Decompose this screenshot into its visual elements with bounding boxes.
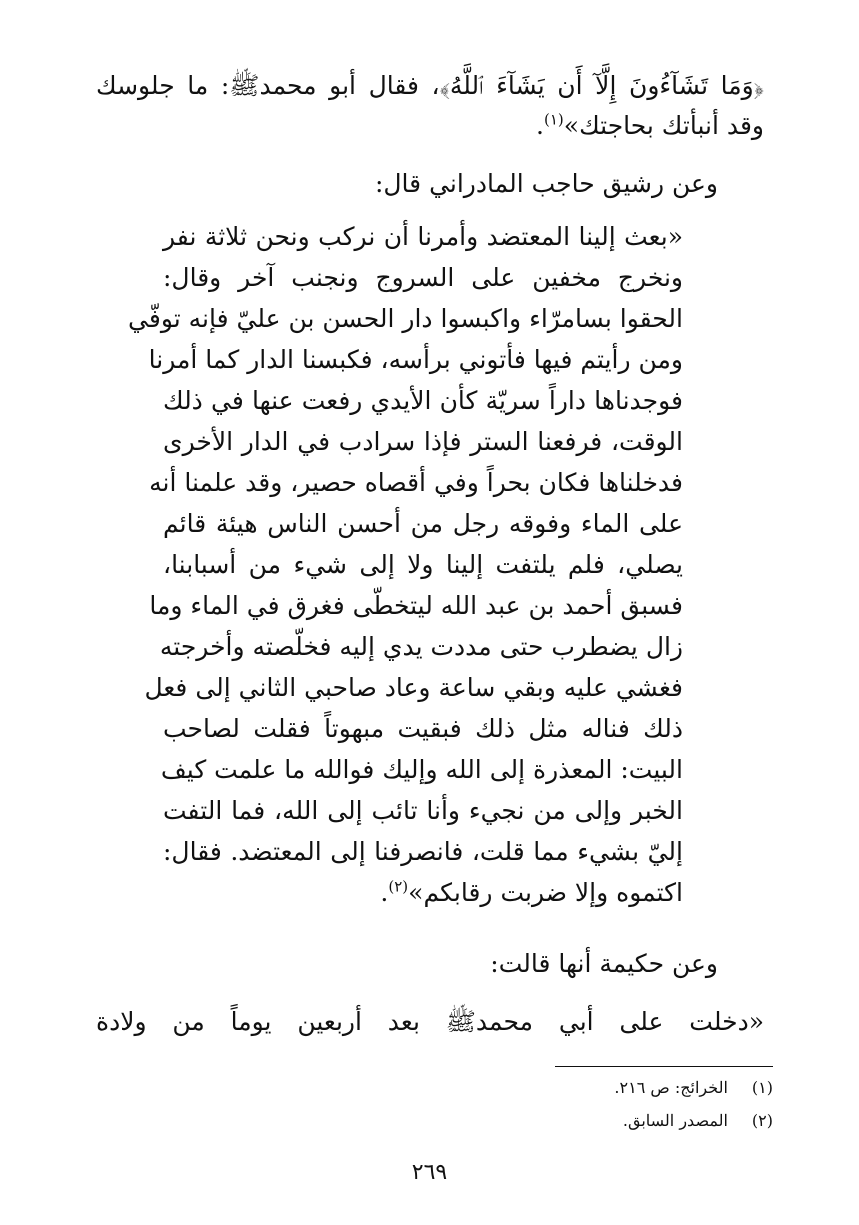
hakima-quote-line: «دخلت على أبي محمدﷺ بعد أربعين يوماً من ولادة bbox=[96, 1007, 764, 1036]
page-number: ٢٦٩ bbox=[411, 1160, 448, 1185]
quote-line: «بعث إلينا المعتضد وأمرنا أن نركب ونحن ثلاثة نفر bbox=[163, 222, 683, 251]
footnote-2-text: المصدر السابق. bbox=[622, 1111, 728, 1130]
hakima-intro: وعن حكيمة أنها قالت: bbox=[490, 949, 718, 978]
quote-line: زال يضطرب حتى مددت يدي إليه فخلّصته وأخرجته bbox=[159, 632, 683, 661]
quote-line: إليّ بشيء مما قلت، فانصرفنا إلى المعتضد. فقال: bbox=[163, 837, 683, 866]
quote-last-line bbox=[163, 873, 683, 913]
quote-line: الحقوا بسامرّاء واكبسوا دار الحسن بن عليّ فإنه توفّي bbox=[128, 304, 683, 333]
quote-line: الخبر وإلى من نجيء وأنا تائب إلى الله، فما التفت bbox=[163, 796, 683, 825]
quote-line: الوقت، فرفعنا الستر فإذا سرادب في الدار الأخرى bbox=[163, 427, 683, 456]
footnote-2 bbox=[623, 1109, 773, 1133]
body-line-2-text: وقد أنبأتك بحاجتك» bbox=[563, 111, 764, 140]
quote-line: على الماء وفوقه رجل من أحسن الناس هيئة قائم bbox=[163, 509, 683, 538]
quote-line: فسبق أحمد بن عبد الله ليتخطّى فغرق في الماء وما bbox=[149, 591, 683, 620]
quote-line: البيت: المعذرة إلى الله وإليك فوالله ما علمت كيف bbox=[160, 755, 683, 784]
quote-line: فغشي عليه وبقي ساعة وعاد صاحبي الثاني إلى فعل bbox=[144, 673, 683, 702]
quote-line: فدخلناها فكان بحراً وفي أقصاه حصير، وقد علمنا أنه bbox=[149, 468, 683, 497]
footnote-1 bbox=[614, 1076, 773, 1100]
quote-last-end: . bbox=[380, 878, 389, 907]
footnote-2-number: (٢) bbox=[751, 1111, 773, 1130]
footnote-1-number: (١) bbox=[751, 1078, 773, 1097]
rashiq-intro: وعن رشيق حاجب المادراني قال: bbox=[374, 169, 718, 198]
quote-line: فوجدناها داراً سريّة كأن الأيدي رفعت عنها في ذلك bbox=[163, 386, 683, 415]
body-line-1: ﴿وَمَا تَشَآءُونَ إِلَّآ أَن يَشَآءَ ٱللَّهُ﴾، فقال أبو محمدﷺ: ما جلوسك bbox=[96, 71, 764, 100]
quote-line: ذلك فناله مثل ذلك فبقيت مبهوتاً فقلت لصاحب bbox=[163, 714, 683, 743]
quote-line: ونخرج مخفين على السروج ونجنب آخر وقال: bbox=[163, 263, 683, 292]
quote-last-text: اكتموه وإلا ضربت رقابكم» bbox=[408, 878, 683, 907]
quote-line: يصلي، فلم يلتفت إلينا ولا إلى شيء من أسبابنا، bbox=[163, 550, 683, 579]
body-line-2-end: . bbox=[536, 111, 544, 140]
quote-line: ومن رأيتم فيها فأتوني برأسه، فكبسنا الدار كما أمرنا bbox=[148, 345, 683, 374]
footnote-ref-2[interactable]: (٢) bbox=[388, 877, 409, 896]
footnote-divider bbox=[555, 1066, 773, 1067]
footnote-1-text: الخرائج: ص ٢١٦. bbox=[614, 1078, 728, 1097]
body-line-2 bbox=[96, 106, 764, 146]
footnote-ref-1[interactable]: (١) bbox=[544, 110, 564, 129]
